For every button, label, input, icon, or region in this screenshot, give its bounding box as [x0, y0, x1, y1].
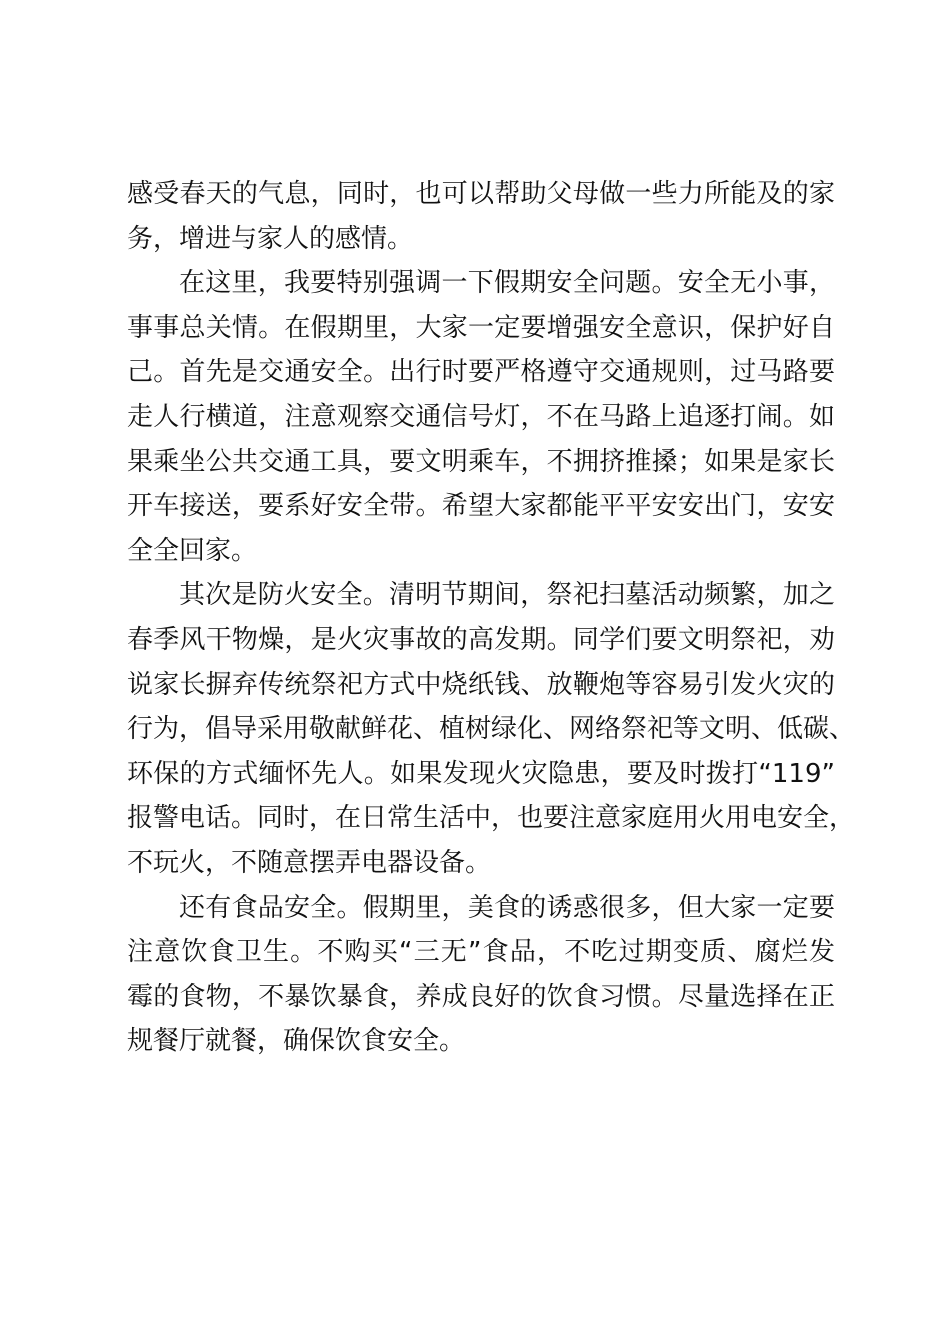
paragraph-line: 不玩火，不随意摆弄电器设备。: [127, 847, 492, 878]
paragraph-line: 注意饮食卫生。不购买“三无”食品，不吃过期变质、腐烂发: [127, 937, 835, 968]
paragraph-line: 说家长摒弃传统祭祀方式中烧纸钱、放鞭炮等容易引发火灾的: [127, 669, 835, 700]
paragraph-line: 务，增进与家人的感情。: [127, 223, 414, 254]
paragraph-line: 己。首先是交通安全。出行时要严格遵守交通规则，过马路要: [127, 357, 835, 388]
paragraph-line: 感受春天的气息，同时，也可以帮助父母做一些力所能及的家: [127, 179, 835, 209]
paragraph-line: 事事总关情。在假期里，大家一定要增强安全意识，保护好自: [127, 312, 835, 343]
paragraph-line: 报警电话。同时，在日常生活中，也要注意家庭用火用电安全，: [127, 803, 856, 834]
paragraph-line: 规餐厅就餐，确保饮食安全。: [127, 1026, 466, 1057]
document-body: [127, 172, 856, 1064]
paragraph-line: 走人行横道，注意观察交通信号灯，不在马路上追逐打闹。如: [127, 401, 835, 432]
paragraph-line: 其次是防火安全。清明节期间，祭祀扫墓活动频繁，加之: [179, 580, 835, 611]
paragraph-line: 霉的食物，不暴饮暴食，养成良好的饮食习惯。尽量选择在正: [127, 981, 835, 1012]
paragraph-line: 全全回家。: [127, 535, 258, 566]
paragraph-line: 在这里，我要特别强调一下假期安全问题。安全无小事，: [179, 268, 835, 299]
paragraph-line: 行为，倡导采用敬献鲜花、植树绿化、网络祭祀等文明、低碳、: [127, 714, 856, 745]
paragraph-line: 春季风干物燥，是火灾事故的高发期。同学们要文明祭祀，劝: [127, 624, 835, 655]
paragraph-line: 果乘坐公共交通工具，要文明乘车，不拥挤推搡；如果是家长: [127, 446, 835, 477]
paragraph-line: 还有食品安全。假期里，美食的诱惑很多，但大家一定要: [179, 892, 835, 923]
paragraph-line: 开车接送，要系好安全带。希望大家都能平平安安出门，安安: [127, 491, 835, 522]
paragraph-line: 环保的方式缅怀先人。如果发现火灾隐患，要及时拨打“119”: [127, 758, 835, 789]
